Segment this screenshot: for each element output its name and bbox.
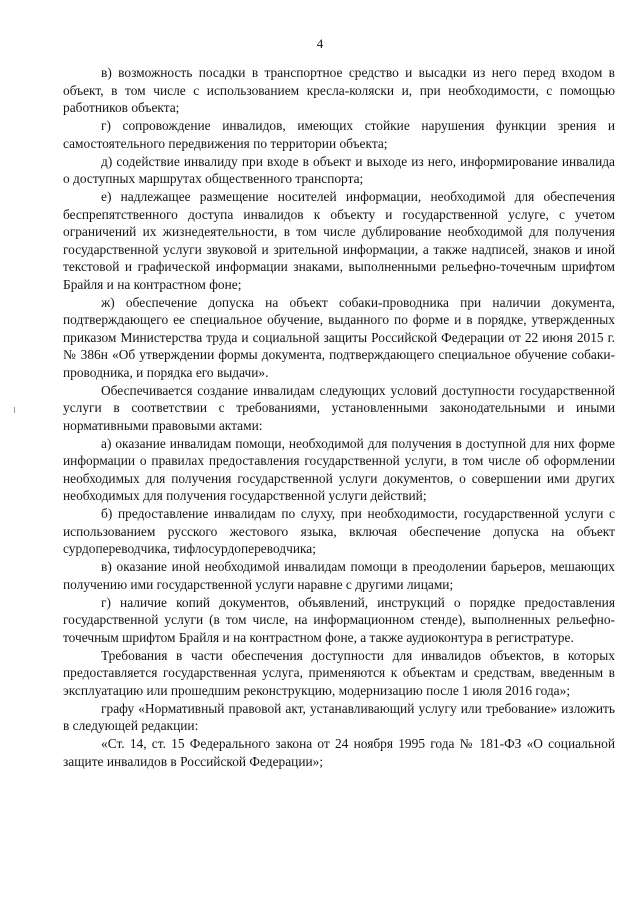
paragraph-accessibility-conditions: Обеспечивается создание инвалидам следующих условий доступности государственной услуги в соответствии с требованиями, установленными законодательными и иными нормативными правовыми актами: — [63, 382, 615, 433]
paragraph-item-d: д) содействие инвалиду при входе в объект и выходе из него, информирование инвалида о доступных маршрутах общественного транспорта; — [63, 153, 615, 186]
document-body — [63, 64, 615, 771]
paragraph-column-amendment: графу «Нормативный правовой акт, устанавливающий услугу или требование» изложить в следующей редакции: — [63, 700, 615, 733]
paragraph-item-v: в) возможность посадки в транспортное средство и высадки из него перед входом в объект, в том числе с использованием кресла-коляски и, при необходимости, с помощью работников объекта; — [63, 65, 615, 115]
paragraph-condition-b: б) предоставление инвалидам по слуху, при необходимости, государственной услуги с использованием русского жестового языка, включая обеспечение допуска на объект сурдопереводчика, тифлосурдопереводчика; — [63, 506, 615, 556]
margin-mark — [14, 407, 15, 413]
paragraph-requirements-scope: Требования в части обеспечения доступности для инвалидов объектов, в которых предоставляется государственная услуга, применяются к объектам и средствам, введенным в эксплуатацию или прошедшим реконструкцию, модернизацию после 1 июля 2016 года»; — [63, 647, 615, 698]
paragraph-item-e: е) надлежащее размещение носителей информации, необходимой для обеспечения беспрепятственного доступа инвалидов к объекту и государственной услуге, с учетом ограничений их жизнедеятельности, в том числе дублирование необходимой для получения государственной услуги звуковой и зрительной информации, а также надписей, знаков и иной текстовой и графической информации знаками, выполненными рельефно-точечным шрифтом Брайля и на контрастном фоне; — [63, 189, 615, 292]
paragraph-item-zh: ж) обеспечение допуска на объект собаки-проводника при наличии документа, подтверждающего ее специальное обучение, выданного по форме и в порядке, утвержденных приказом Министерства труда и социальной защиты Российской Федерации от 22 июня 2015 г. № 386н «Об утверждении формы документа, подтверждающего специальное обучение собаки-проводника, и порядка его выдачи». — [63, 294, 615, 380]
paragraph-item-g: г) сопровождение инвалидов, имеющих стойкие нарушения функции зрения и самостоятельного передвижения по территории объекта; — [63, 118, 615, 151]
page-number: 4 — [316, 36, 324, 51]
paragraph-condition-v: в) оказание иной необходимой инвалидам помощи в преодолении барьеров, мешающих получению ими государственной услуги наравне с другими лицами; — [63, 559, 615, 592]
paragraph-condition-g: г) наличие копий документов, объявлений, инструкций о порядке предоставления государственной услуги (в том числе, на информационном стенде), выполненных рельефно-точечным шрифтом Брайля и на контрастном фоне, а также аудиоконтура в регистратуре. — [63, 594, 615, 645]
paragraph-law-reference: «Ст. 14, ст. 15 Федерального закона от 24 ноября 1995 года № 181-ФЗ «О социальной защите инвалидов в Российской Федерации»; — [63, 736, 615, 769]
paragraph-condition-a: а) оказание инвалидам помощи, необходимой для получения в доступной для них форме информации о правилах предоставления государственной услуги, в том числе об оформлении необходимых для получения государственной услуги документов, о совершении ими других необходимых для получения государственной услуги действий; — [63, 435, 615, 503]
